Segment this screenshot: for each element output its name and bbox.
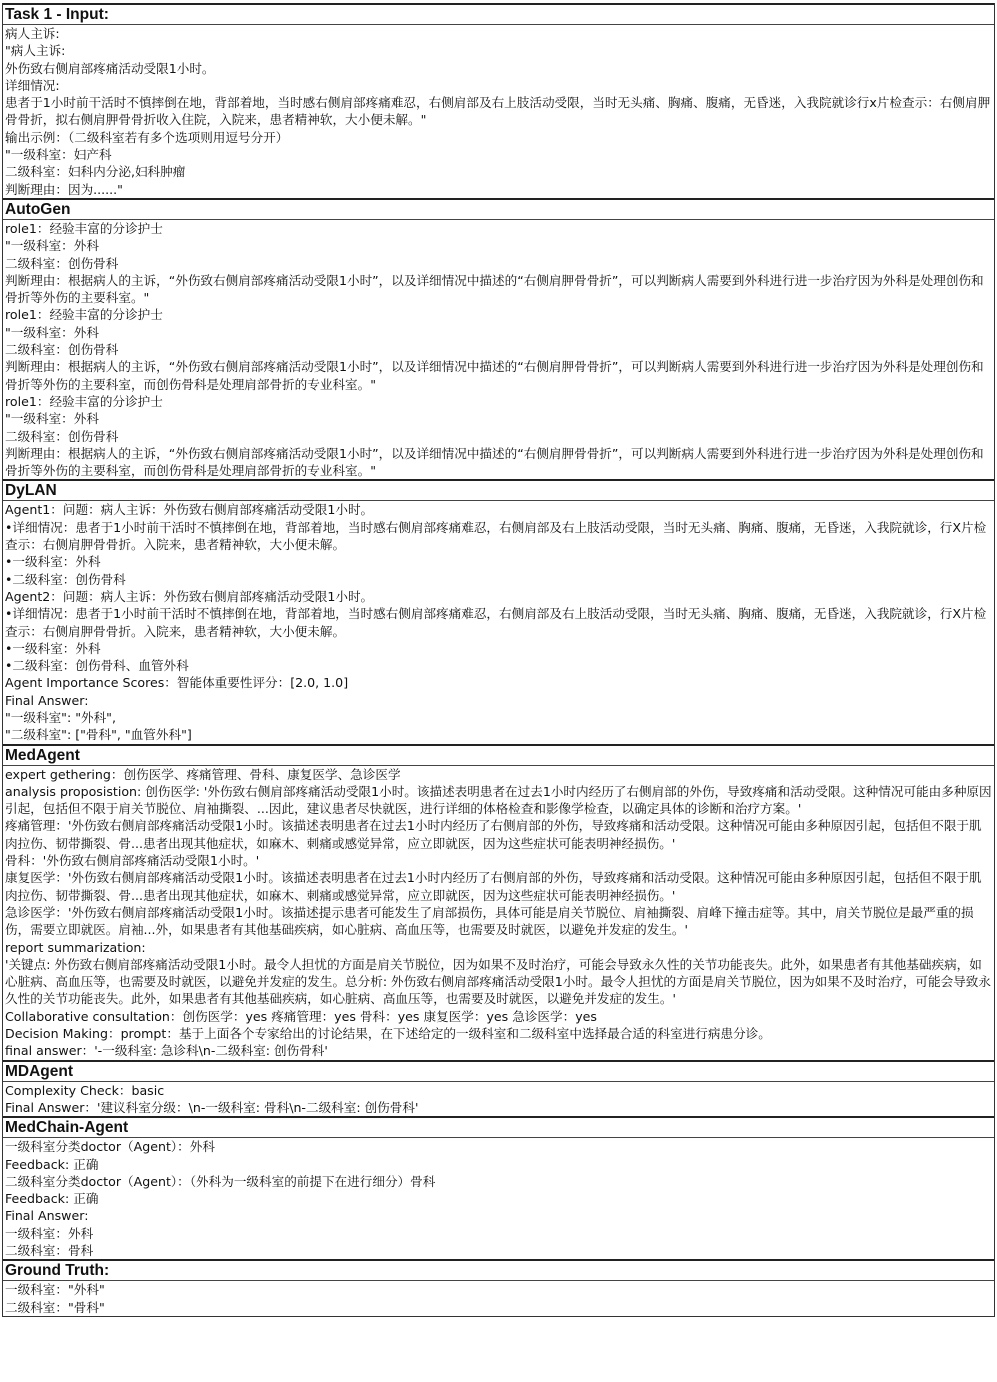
text-line: expert gethering：创伤医学、疼痛管理、骨科、康复医学、急诊医学 — [5, 766, 401, 782]
text-line: 二级科室分类doctor（Agent）：（外科为一级科室的前提下在进行细分）骨科 — [5, 1173, 436, 1189]
section-title: MDAgent — [3, 1060, 994, 1082]
text-line: 病人主诉: — [5, 26, 60, 41]
text-line: report summarization: — [5, 939, 146, 955]
text-line: 急诊医学：'外伤致右侧肩部疼痛活动受限1小时。该描述提示患者可能发生了肩部损伤，具体可能是肩关节脱位、肩袖撕裂、肩峰下撞击症等。其中，肩关节脱位是最严重的损伤，需要立即就医。肩袖...外，如果患者有其他基础疾病，如心脏病、高血压等，也需要及时就医，以避免并发症的发生。' — [5, 904, 974, 938]
section-body — [3, 1281, 994, 1316]
text-line: Final Answer: — [5, 1208, 89, 1224]
text-line: 疼痛管理：'外伤致右侧肩部疼痛活动受限1小时。该描述表明患者在过去1小时内经历了右侧肩部的外伤，导致疼痛和活动受限。这种情况可能由多种原因引起，包括但不限于肌肉拉伤、韧带撕裂、骨...患者出现其他症状，如麻木、刺痛或感觉异常，应立即就医，因为这些症状可能表明神经损伤。' — [5, 818, 982, 851]
text-line: Feedback: 正确 — [5, 1191, 99, 1207]
section-title: Ground Truth: — [3, 1259, 994, 1281]
text-line: 判断理由：根据病人的主诉，“外伤致右侧肩部疼痛活动受限1小时”，以及详细情况中描述的“右侧肩胛骨骨折”，可以判断病人需要到外科进行进一步治疗因为外科是处理创伤和骨折等外伤的主要科室，而创伤骨科是处理肩部骨折的专业科室。" — [5, 359, 984, 392]
text-line: 康复医学：'外伤致右侧肩部疼痛活动受限1小时。该描述表明患者在过去1小时内经历了右侧肩部的外伤，导致疼痛和活动受限。这种情况可能由多种原因引起，包括但不限于肌肉拉伤、韧带撕裂、骨...患者出现其他症状，如麻木、刺痛或感觉异常，应立即就医，因为这些症状可能表明神经损伤。' — [5, 870, 982, 903]
text-line: 二级科室："骨科" — [5, 1299, 105, 1315]
text-line: Agent Importance Scores：智能体重要性评分：[2.0, 1.0] — [5, 675, 349, 691]
text-line: role1：经验丰富的分诊护士 — [5, 220, 163, 236]
text-line: "一级科室：妇产科 — [5, 147, 112, 163]
text-line: '关键点: 外伤致右侧肩部疼痛活动受限1小时。最令人担忧的方面是肩关节脱位，因为如果不及时治疗，可能会导致永久性的关节功能丧失。此外，如果患者有其他基础疾病，如心脏病、高血压等，也需要及时就医，以避免并发症的发生。总分析: 外伤致右侧肩部疼痛活动受限1小时。最令人担忧的方面是肩关节脱位，因为如果不及时治疗，可能会导致永久性的关节功能丧失。此外，如果患者有其他基础疾病，如心脏病、高血压等，也需要及时就医，以避免并发症的发生。' — [5, 956, 991, 1007]
text-line: •详细情况：患者于1小时前干活时不慎摔倒在地，背部着地，当时感右侧肩部疼痛难忍，右侧肩部及右上肢活动受限，当时无头痛、胸痛、腹痛，无昏迷，入我院就诊，行X片检查示：右侧肩胛骨骨折。入院来，患者精神软，大小便未解。 — [5, 519, 987, 553]
text-line: 输出示例：（二级科室若有多个选项则用逗号分开） — [5, 129, 289, 145]
section-body — [3, 220, 994, 479]
text-line: Final Answer：'建议科室分级：\n-一级科室: 骨科\n-二级科室: 创伤骨科' — [5, 1099, 419, 1115]
text-line: 判断理由：根据病人的主诉，“外伤致右侧肩部疼痛活动受限1小时”，以及详细情况中描述的“右侧肩胛骨骨折”，可以判断病人需要到外科进行进一步治疗因为外科是处理创伤和骨折等外伤的主要科室。" — [5, 272, 984, 306]
text-line: "病人主诉: — [5, 43, 66, 59]
section-title: AutoGen — [3, 198, 994, 220]
text-line: •二级科室：创伤骨科 — [5, 571, 126, 587]
section-title: MedAgent — [3, 744, 994, 766]
text-line: "一级科室：外科 — [5, 324, 99, 340]
text-line: role1：经验丰富的分诊护士 — [5, 307, 163, 323]
text-line: •详细情况：患者于1小时前干活时不慎摔倒在地，背部着地，当时感右侧肩部疼痛难忍，右侧肩部及右上肢活动受限，当时无头痛、胸痛、腹痛，无昏迷，入我院就诊，行X片检查示：右侧肩胛骨骨折。入院来，患者精神软，大小便未解。 — [5, 606, 987, 639]
text-line: 骨科：'外伤致右侧肩部疼痛活动受限1小时。' — [5, 853, 260, 869]
text-line: 一级科室："外科" — [5, 1282, 105, 1298]
text-line: 二级科室：创伤骨科 — [5, 428, 119, 444]
text-line: 详细情况: — [5, 77, 60, 93]
text-line: •一级科室：外科 — [5, 554, 101, 570]
text-line: 判断理由：因为......" — [5, 181, 123, 197]
text-line: •一级科室：外科 — [5, 640, 101, 656]
text-line: "一级科室": "外科", — [5, 709, 116, 725]
text-line: Decision Making：prompt：基于上面各个专家给出的讨论结果，在下述给定的一级科室和二级科室中选择最合适的科室进行病患分诊。 — [5, 1026, 771, 1042]
section-body — [3, 1082, 994, 1117]
case-study-document — [2, 3, 995, 1317]
text-line: 外伤致右侧肩部疼痛活动受限1小时。 — [5, 60, 215, 76]
text-line: final answer：'-一级科室: 急诊科\n-二级科室: 创伤骨科' — [5, 1043, 328, 1059]
text-line: 一级科室分类doctor（Agent）：外科 — [5, 1139, 215, 1155]
text-line: Agent1：问题：病人主诉：外伤致右侧肩部疼痛活动受限1小时。 — [5, 502, 374, 518]
section-body — [3, 501, 994, 743]
text-line: 一级科室：外科 — [5, 1225, 94, 1241]
text-line: "一级科室：外科 — [5, 238, 99, 254]
text-line: Collaborative consultation：创伤医学：yes 疼痛管理：yes 骨科：yes 康复医学：yes 急诊医学：yes — [5, 1008, 597, 1024]
text-line: 患者于1小时前干活时不慎摔倒在地，背部着地，当时感右侧肩部疼痛难忍，右侧肩部及右上肢活动受限，当时无头痛、胸痛、腹痛，无昏迷，入我院就诊行x片检查示：右侧肩胛骨骨折，拟右侧肩胛骨骨折收入住院，入院来，患者精神软，大小便未解。" — [5, 95, 991, 128]
text-line: "二级科室": ["骨科", "血管外科"] — [5, 727, 192, 743]
section-body — [3, 1138, 994, 1259]
section-body — [3, 25, 994, 198]
section-body — [3, 766, 994, 1060]
section-title: MedChain-Agent — [3, 1116, 994, 1138]
text-line: 二级科室：创伤骨科 — [5, 342, 119, 358]
section-title: Task 1 - Input: — [3, 3, 994, 25]
text-line: •二级科室：创伤骨科、血管外科 — [5, 658, 189, 674]
text-line: Feedback: 正确 — [5, 1156, 99, 1172]
text-line: 二级科室：骨科 — [5, 1243, 94, 1258]
text-line: Final Answer: — [5, 692, 89, 708]
text-line: 二级科室：创伤骨科 — [5, 255, 119, 271]
section-title: DyLAN — [3, 479, 994, 501]
text-line: Complexity Check：basic — [5, 1082, 165, 1098]
text-line: role1：经验丰富的分诊护士 — [5, 393, 163, 409]
text-line: 判断理由：根据病人的主诉，“外伤致右侧肩部疼痛活动受限1小时”，以及详细情况中描述的“右侧肩胛骨骨折”，可以判断病人需要到外科进行进一步治疗因为外科是处理创伤和骨折等外伤的主要科室，而创伤骨科是处理肩部骨折的专业科室。" — [5, 445, 984, 479]
text-line: "一级科室：外科 — [5, 411, 99, 427]
text-line: Agent2：问题：病人主诉：外伤致右侧肩部疼痛活动受限1小时。 — [5, 588, 374, 604]
text-line: 二级科室：妇科内分泌,妇科肿瘤 — [5, 164, 186, 180]
text-line: analysis proposistion: 创伤医学: '外伤致右侧肩部疼痛活动受限1小时。该描述表明患者在过去1小时内经历了右侧肩部的外伤，导致疼痛和活动受限。这种情况可能由多种原因引起，包括但不限于肩关节脱位、肩袖撕裂、...因此，建议患者尽快就医，进行详细的体格检查和影像学检查，以确定具体的诊断和治疗方案。' — [5, 783, 992, 817]
